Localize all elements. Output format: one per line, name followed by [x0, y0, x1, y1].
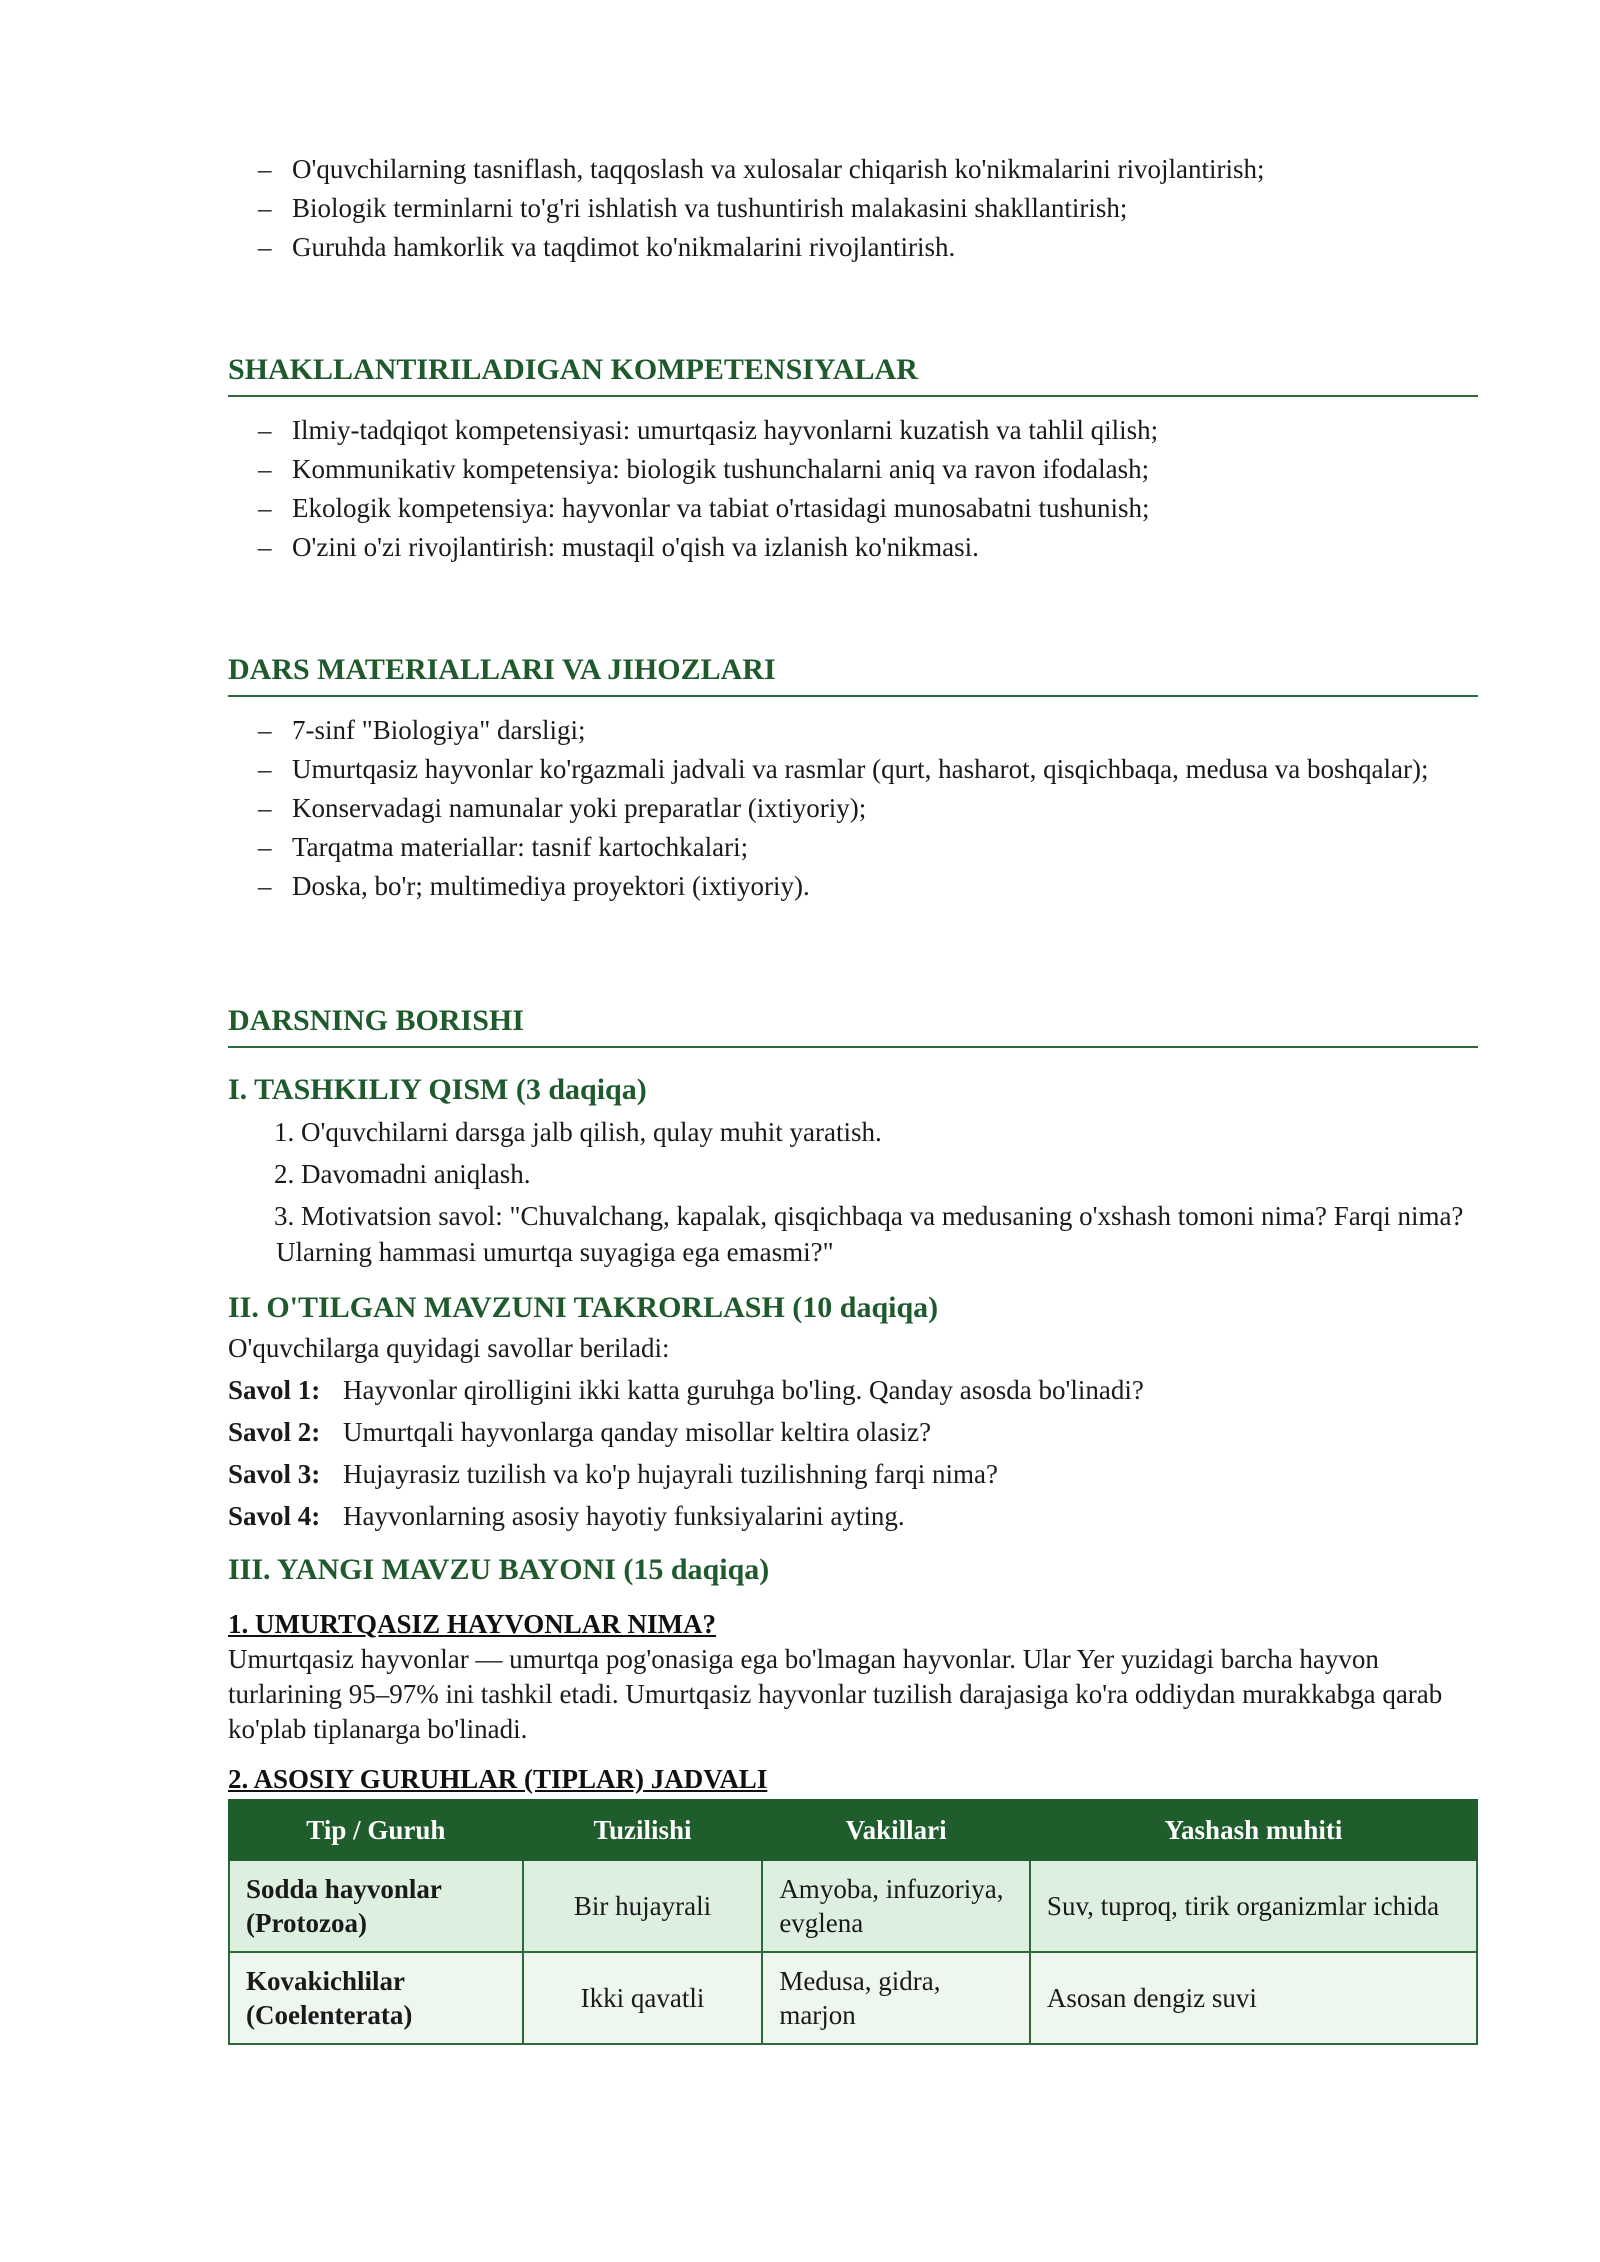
list-item: – Konservadagi namunalar yoki preparatlar (ixtiyoriy);: [228, 789, 1478, 828]
intro-bullet-list: [228, 150, 1478, 267]
question-label: Savol 4:: [228, 1501, 321, 1531]
materials-heading: DARS MATERIALLARI VA JIHOZLARI: [228, 651, 1478, 697]
list-item: – Ilmiy-tadqiqot kompetensiyasi: umurtqasiz hayvonlarni kuzatish va tahlil qilish;: [228, 411, 1478, 450]
question-label: Savol 3:: [228, 1459, 321, 1489]
column-header: Tip / Guruh: [229, 1800, 523, 1860]
lesson-heading: DARSNING BORISHI: [228, 1002, 1478, 1048]
part2-intro: O'quvchilarga quyidagi savollar beriladi:: [228, 1333, 670, 1363]
list-item: – 7-sinf "Biologiya" darsligi;: [228, 711, 1478, 750]
subsection-heading: 1. UMURTQASIZ HAYVONLAR NIMA?: [228, 1609, 717, 1639]
question-text: Hayvonlarning asosiy hayotiy funksiyalarini ayting.: [343, 1501, 905, 1531]
table-row: [229, 1952, 1477, 2044]
question-text: Hujayrasiz tuzilish va ko'p hujayrali tuzilishning farqi nima?: [343, 1459, 998, 1489]
table-header-row: [229, 1800, 1477, 1860]
question-row: [228, 1456, 1478, 1492]
list-item: – Biologik terminlarni to'g'ri ishlatish va tushuntirish malakasini shakllantirish;: [228, 189, 1478, 228]
competencies-heading: SHAKLLANTIRILADIGAN KOMPETENSIYALAR: [228, 351, 1478, 397]
table-cell: Suv, tuproq, tirik organizmlar ichida: [1030, 1860, 1477, 1952]
competencies-list: [228, 411, 1478, 567]
list-item: – Tarqatma materiallar: tasnif kartochkalari;: [228, 828, 1478, 867]
table-cell: Amyoba, infuzoriya, evglena: [762, 1860, 1030, 1952]
list-item: – Kommunikativ kompetensiya: biologik tushunchalarni aniq va ravon ifodalash;: [228, 450, 1478, 489]
part3-heading: III. YANGI MAVZU BAYONI (15 daqiqa): [228, 1553, 770, 1586]
list-item: 1. O'quvchilarni darsga jalb qilish, qulay muhit yaratish.: [274, 1117, 882, 1147]
column-header: Tuzilishi: [523, 1800, 763, 1860]
list-item: – Doska, bo'r; multimediya proyektori (ixtiyoriy).: [228, 867, 1478, 906]
question-text: Hayvonlar qirolligini ikki katta guruhga bo'ling. Qanday asosda bo'linadi?: [343, 1375, 1144, 1405]
list-item: 2. Davomadni aniqlash.: [274, 1159, 531, 1189]
groups-table: [228, 1799, 1478, 2045]
question-row: [228, 1414, 1478, 1450]
list-item: 3. Motivatsion savol: "Chuvalchang, kapalak, qisqichbaqa va medusaning o'xshash tomoni nima? Farqi nima? Ularning hammasi umurtqa suyagiga ega emasmi?": [274, 1201, 1464, 1267]
subsection-paragraph: Umurtqasiz hayvonlar — umurtqa pog'onasiga ega bo'lmagan hayvonlar. Ular Yer yuzidagi barcha hayvon turlarining 95–97% ini tashkil etadi. Umurtqasiz hayvonlar tuzilish darajasiga ko'ra oddiydan murakkabga qarab ko'plab tiplanarga bo'linadi.: [228, 1644, 1443, 1744]
column-header: Vakillari: [762, 1800, 1030, 1860]
table-cell: Ikki qavatli: [523, 1952, 763, 2044]
document-page: [228, 150, 1478, 2045]
list-item: – Guruhda hamkorlik va taqdimot ko'nikmalarini rivojlantirish.: [228, 228, 1478, 267]
list-item: – Ekologik kompetensiya: hayvonlar va tabiat o'rtasidagi munosabatni tushunish;: [228, 489, 1478, 528]
question-label: Savol 2:: [228, 1417, 321, 1447]
table-cell: Medusa, gidra, marjon: [762, 1952, 1030, 2044]
table-cell: Kovakichlilar (Coelenterata): [229, 1952, 523, 2044]
question-label: Savol 1:: [228, 1375, 321, 1405]
question-row: [228, 1498, 1478, 1534]
table-cell: Asosan dengiz suvi: [1030, 1952, 1477, 2044]
part1-heading: I. TASHKILIY QISM (3 daqiqa): [228, 1073, 647, 1106]
table-row: [229, 1860, 1477, 1952]
table-heading: 2. ASOSIY GURUHLAR (TIPLAR) JADVALI: [228, 1764, 768, 1794]
part2-heading: II. O'TILGAN MAVZUNI TAKRORLASH (10 daqiqa): [228, 1291, 939, 1324]
table-cell: Bir hujayrali: [523, 1860, 763, 1952]
question-row: [228, 1372, 1478, 1408]
list-item: – O'quvchilarning tasniflash, taqqoslash va xulosalar chiqarish ko'nikmalarini rivojlantirish;: [228, 150, 1478, 189]
list-item: – Umurtqasiz hayvonlar ko'rgazmali jadvali va rasmlar (qurt, hasharot, qisqichbaqa, medusa va boshqalar);: [228, 750, 1478, 789]
list-item: – O'zini o'zi rivojlantirish: mustaqil o'qish va izlanish ko'nikmasi.: [228, 528, 1478, 567]
part1-list: [228, 1114, 1478, 1270]
column-header: Yashash muhiti: [1030, 1800, 1477, 1860]
materials-list: [228, 711, 1478, 906]
question-text: Umurtqali hayvonlarga qanday misollar keltira olasiz?: [343, 1417, 932, 1447]
table-cell: Sodda hayvonlar (Protozoa): [229, 1860, 523, 1952]
